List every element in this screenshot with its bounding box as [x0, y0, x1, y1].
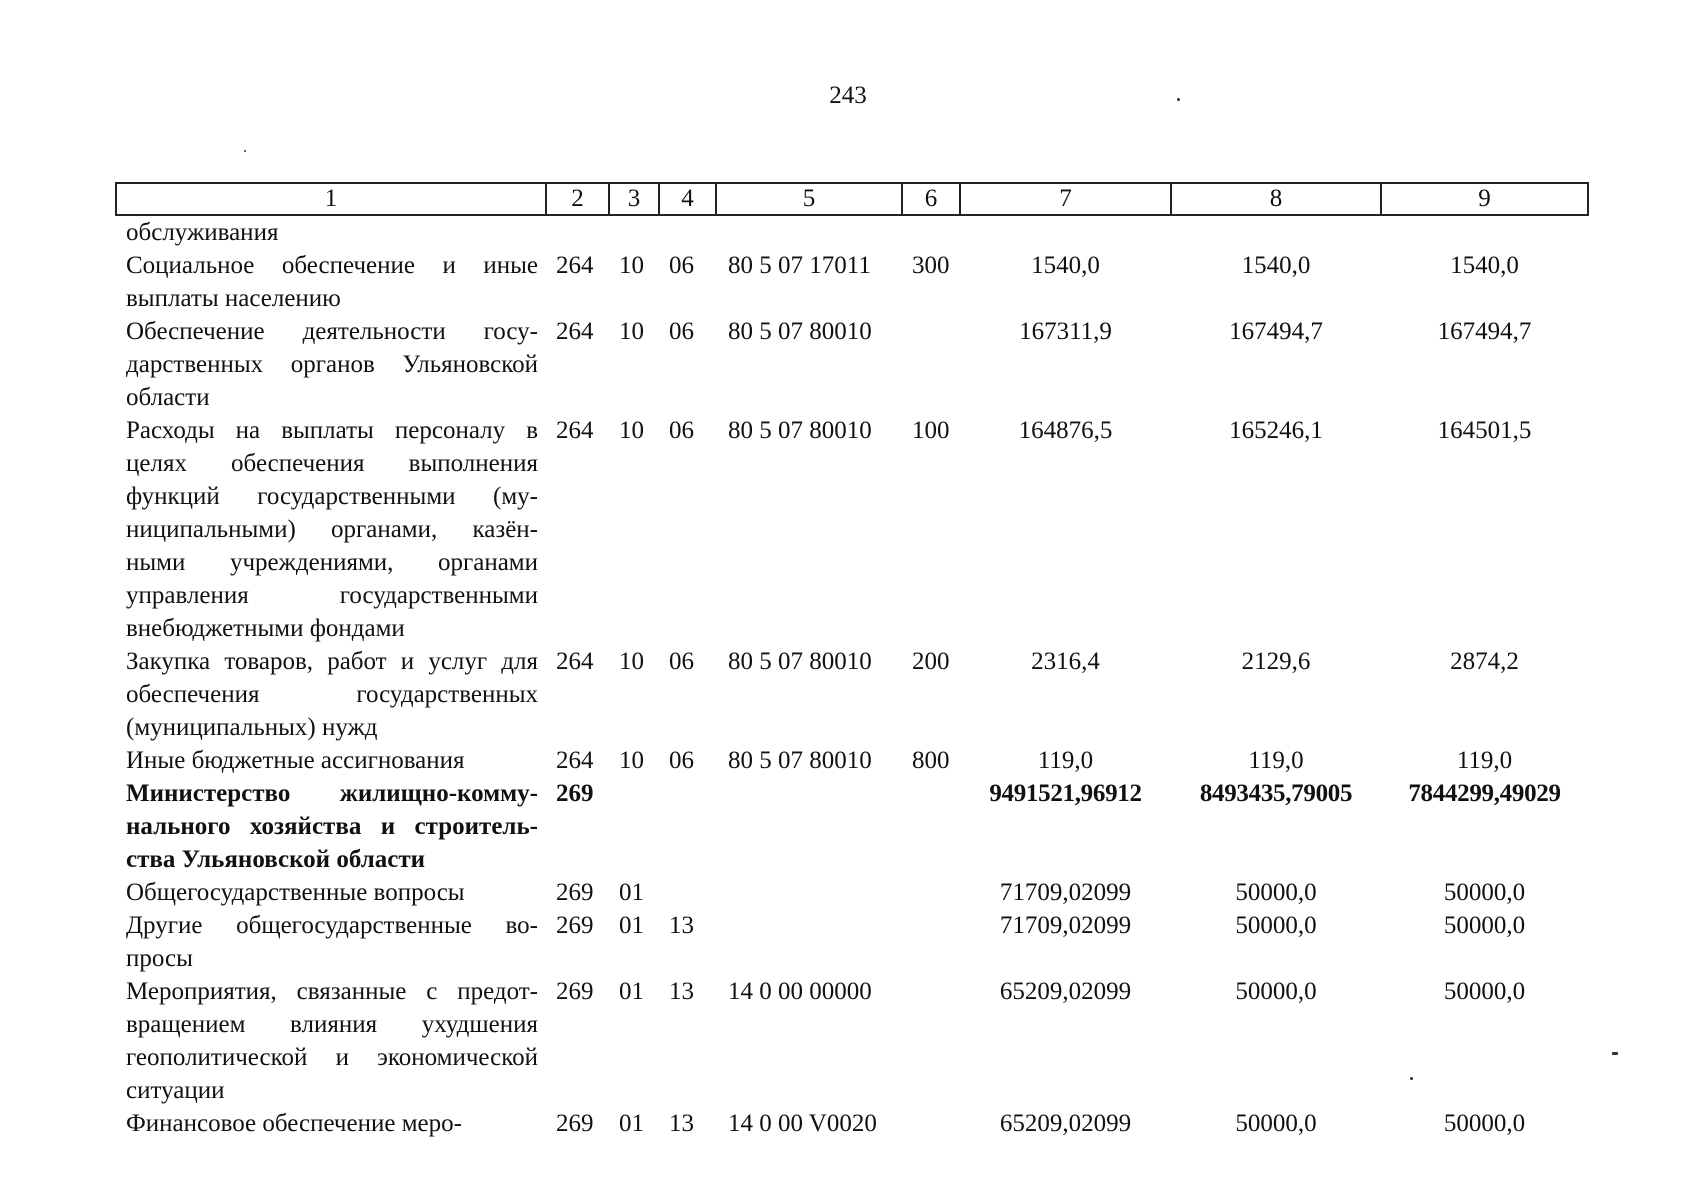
row-name: Обеспечение деятельности госу-дарственных органов Ульяновской области	[126, 318, 538, 411]
code-target-article: 80 5 07 80010	[728, 747, 872, 774]
code-section: 10	[619, 747, 644, 774]
amount-col8: 50000,0	[1235, 1110, 1317, 1137]
code-target-article: 14 0 00 00000	[728, 978, 872, 1005]
table-row	[116, 645, 1588, 744]
code-expense-type	[902, 975, 960, 1107]
table-row	[116, 975, 1588, 1107]
column-header: 7	[960, 183, 1171, 215]
budget-table	[115, 182, 1589, 1140]
code-target-article: 14 0 00 V0020	[728, 1110, 877, 1137]
amount-col7: 65209,02099	[999, 978, 1132, 1005]
code-subsection: 06	[669, 747, 694, 774]
column-header: 1	[116, 183, 546, 215]
code-subsection: 13	[669, 1110, 694, 1137]
column-header: 8	[1171, 183, 1381, 215]
code-admin: 269	[556, 780, 594, 807]
code-expense-type: 800	[912, 747, 950, 774]
table-row	[116, 249, 1588, 315]
code-section: 01	[619, 879, 644, 906]
code-subsection: 06	[669, 417, 694, 444]
code-admin: 264	[556, 648, 594, 675]
column-header: 5	[716, 183, 902, 215]
code-admin: 264	[556, 318, 594, 345]
code-target-article: 80 5 07 80010	[728, 417, 872, 444]
column-header: 4	[659, 183, 716, 215]
code-target-article: 80 5 07 80010	[728, 318, 872, 345]
table-row	[116, 1107, 1588, 1140]
code-admin: 269	[556, 978, 594, 1005]
code-target-article	[716, 777, 902, 876]
code-expense-type	[902, 909, 960, 975]
table-row	[116, 876, 1588, 909]
table-body	[116, 215, 1588, 1140]
amount-col9: 2874,2	[1450, 648, 1519, 675]
amount-col7	[960, 215, 1171, 249]
table-row	[116, 909, 1588, 975]
code-admin	[546, 215, 609, 249]
code-expense-type	[902, 215, 960, 249]
row-name: Мероприятия, связанные с предот-вращением влияния ухудшения геополитической и экономической ситуации	[126, 978, 538, 1104]
amount-col8: 8493435,79005	[1199, 780, 1353, 807]
code-section: 10	[619, 417, 644, 444]
amount-col8: 1540,0	[1241, 252, 1311, 279]
table-row	[116, 315, 1588, 414]
row-name: Закупка товаров, работ и услуг для обеспечения государственных (муниципальных) нужд	[126, 648, 538, 741]
amount-col7: 2316,4	[1031, 648, 1100, 675]
code-subsection: 13	[669, 978, 694, 1005]
code-subsection: 06	[669, 318, 694, 345]
table-row	[116, 744, 1588, 777]
amount-col8: 50000,0	[1235, 912, 1317, 939]
code-admin: 269	[556, 912, 594, 939]
amount-col9: 50000,0	[1443, 912, 1526, 939]
amount-col7: 119,0	[1037, 747, 1094, 774]
table-row	[116, 414, 1588, 645]
header-row	[116, 183, 1588, 215]
table-row	[116, 777, 1588, 876]
code-target-article	[716, 215, 902, 249]
code-section: 01	[619, 912, 644, 939]
amount-col7: 1540,0	[1031, 252, 1100, 279]
row-name: Финансовое обеспечение меро-	[126, 1110, 462, 1137]
scan-speck	[1612, 1052, 1618, 1055]
code-subsection: 06	[669, 252, 694, 279]
amount-col7: 71709,02099	[999, 912, 1132, 939]
amount-col9: 50000,0	[1443, 978, 1526, 1005]
code-target-article: 80 5 07 80010	[728, 648, 872, 675]
scan-speck	[1410, 1077, 1413, 1080]
column-header: 3	[609, 183, 659, 215]
code-subsection: 13	[669, 912, 694, 939]
table-row	[116, 215, 1588, 249]
code-expense-type: 300	[912, 252, 950, 279]
scan-speck	[244, 150, 246, 152]
code-target-article	[716, 909, 902, 975]
scan-speck	[1177, 98, 1180, 101]
amount-col8: 50000,0	[1235, 978, 1317, 1005]
amount-col8: 2129,6	[1241, 648, 1311, 675]
amount-col9: 164501,5	[1437, 417, 1532, 444]
code-subsection	[659, 215, 716, 249]
row-name: обслуживания	[126, 219, 279, 246]
code-target-article	[716, 876, 902, 909]
code-subsection	[659, 777, 716, 876]
code-section: 10	[619, 252, 644, 279]
amount-col9: 7844299,49029	[1408, 780, 1561, 807]
code-section	[609, 215, 659, 249]
code-target-article: 80 5 07 17011	[728, 252, 871, 279]
code-admin: 264	[556, 747, 594, 774]
amount-col8: 119,0	[1248, 747, 1304, 774]
amount-col8: 50000,0	[1235, 879, 1317, 906]
column-header: 2	[546, 183, 609, 215]
code-expense-type	[902, 1107, 960, 1140]
code-expense-type	[902, 876, 960, 909]
code-section	[609, 777, 659, 876]
amount-col7: 65209,02099	[999, 1110, 1132, 1137]
column-header: 6	[902, 183, 960, 215]
amount-col9: 119,0	[1456, 747, 1513, 774]
amount-col7: 71709,02099	[999, 879, 1132, 906]
amount-col9: 167494,7	[1437, 318, 1532, 345]
amount-col7: 164876,5	[1018, 417, 1113, 444]
row-name: Социальное обеспечение и иные выплаты населению	[126, 252, 538, 312]
code-expense-type	[902, 777, 960, 876]
code-section: 10	[619, 318, 644, 345]
amount-col9: 1540,0	[1450, 252, 1519, 279]
row-name: Другие общегосударственные во-просы	[126, 912, 538, 972]
code-expense-type: 200	[912, 648, 950, 675]
row-name: Иные бюджетные ассигнования	[126, 747, 465, 774]
code-subsection: 06	[669, 648, 694, 675]
code-section: 01	[619, 978, 644, 1005]
code-section: 10	[619, 648, 644, 675]
code-expense-type	[902, 315, 960, 414]
code-admin: 269	[556, 879, 594, 906]
amount-col8: 165246,1	[1229, 417, 1323, 444]
amount-col9: 50000,0	[1443, 1110, 1526, 1137]
row-name: Расходы на выплаты персоналу в целях обеспечения выполнения функций государственными (му-ниципальными) органами, казён-ными учреждениями, органами управления государственными внебюджетными фондами	[126, 417, 538, 642]
amount-col8	[1171, 215, 1381, 249]
amount-col7: 9491521,96912	[989, 780, 1142, 807]
row-name: Министерство жилищно-комму-нального хозяйства и строитель-ства Ульяновской области	[126, 780, 538, 873]
code-admin: 269	[556, 1110, 594, 1137]
code-admin: 264	[556, 252, 594, 279]
code-subsection	[659, 876, 716, 909]
code-expense-type: 100	[912, 417, 950, 444]
amount-col7: 167311,9	[1019, 318, 1112, 345]
code-section: 01	[619, 1110, 644, 1137]
code-admin: 264	[556, 417, 594, 444]
row-name: Общегосударственные вопросы	[126, 879, 465, 906]
amount-col9: 50000,0	[1443, 879, 1526, 906]
amount-col8: 167494,7	[1229, 318, 1323, 345]
column-header: 9	[1381, 183, 1588, 215]
amount-col9	[1381, 215, 1588, 249]
page-number: 243	[829, 82, 867, 109]
